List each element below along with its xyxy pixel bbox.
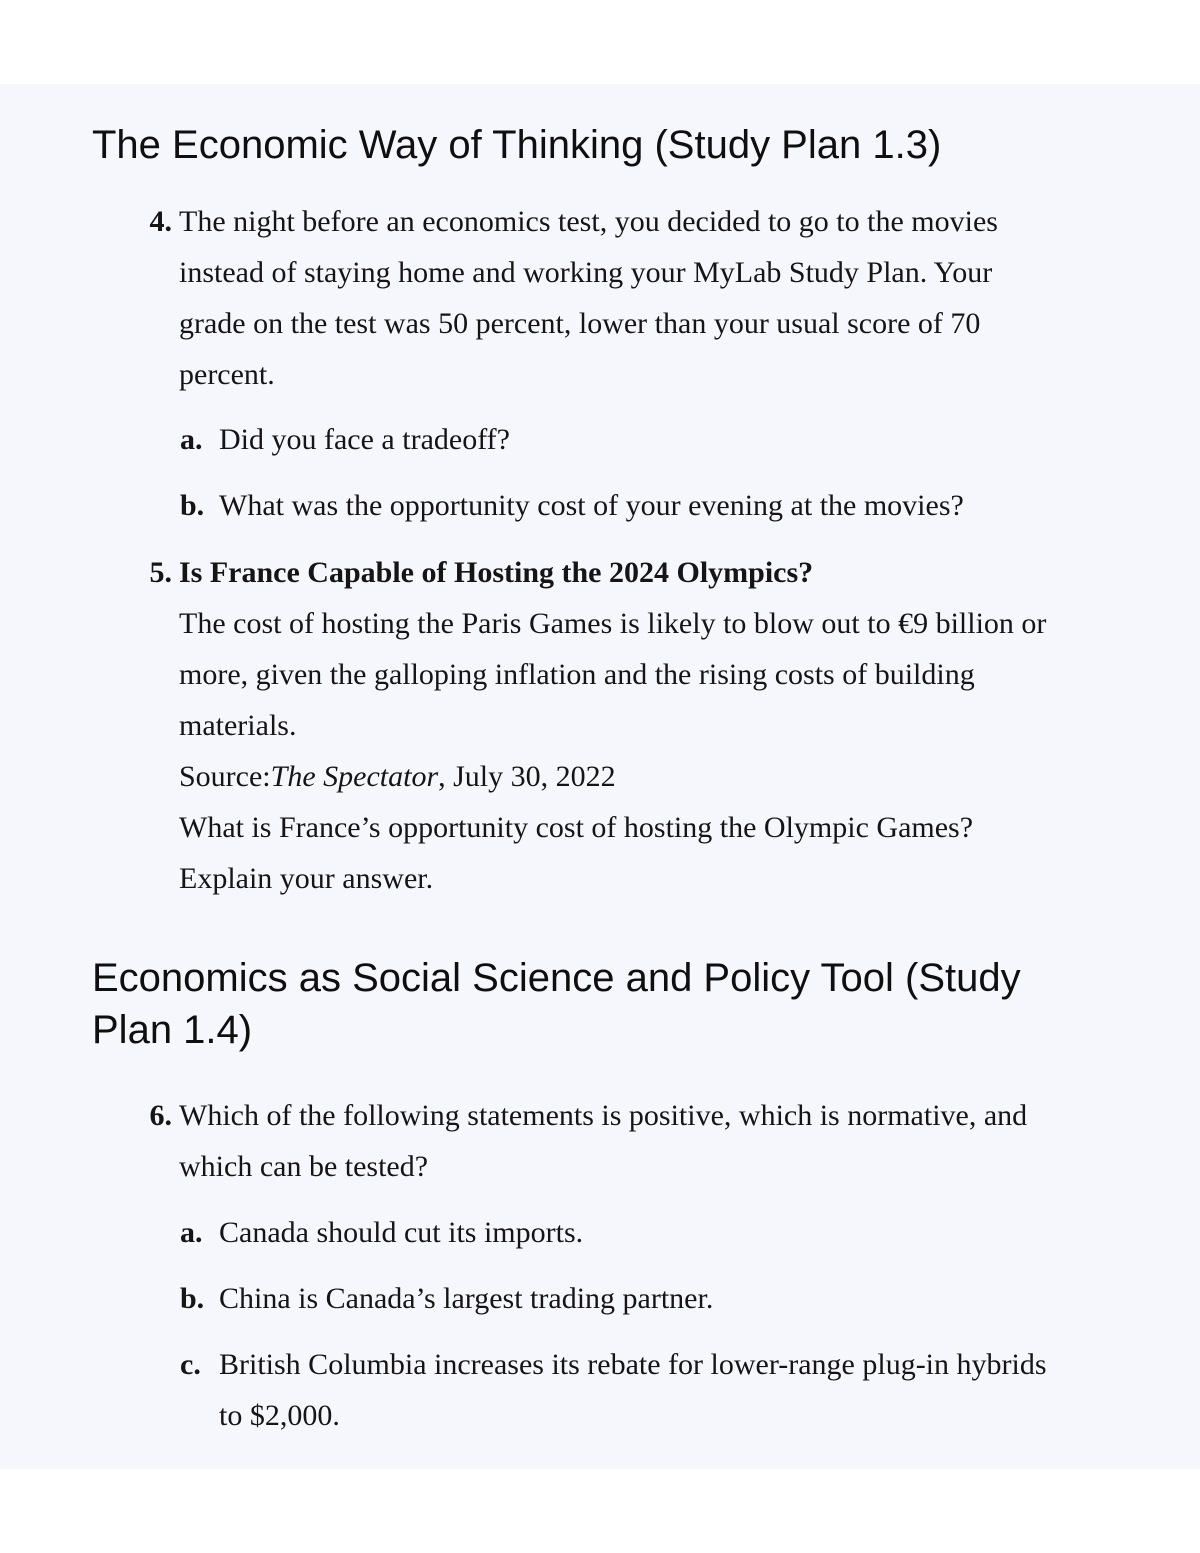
part-line: British Columbia increases its rebate for lower-range plug-in hybrids bbox=[219, 1348, 1047, 1381]
part-letter: a. bbox=[180, 423, 203, 456]
part-letter: b. bbox=[180, 489, 205, 522]
part-line: Canada should cut its imports. bbox=[219, 1216, 584, 1249]
question-text bbox=[179, 196, 998, 400]
question-line: Explain your answer. bbox=[179, 862, 434, 895]
question-text bbox=[179, 547, 1046, 904]
question-number: 5. bbox=[149, 556, 172, 589]
question-line: The night before an economics test, you decided to go to the movies bbox=[179, 205, 998, 238]
part-text bbox=[219, 1273, 713, 1324]
question-line: grade on the test was 50 percent, lower than your usual score of 70 bbox=[179, 307, 981, 340]
part-text bbox=[219, 1207, 583, 1258]
source-date: , July 30, 2022 bbox=[438, 760, 616, 793]
question-line: percent. bbox=[179, 358, 275, 391]
question-line: What is France’s opportunity cost of hosting the Olympic Games? bbox=[179, 811, 974, 844]
part-text bbox=[219, 1339, 1047, 1441]
question-line: Which of the following statements is positive, which is normative, and bbox=[179, 1099, 1028, 1132]
question-line: which can be tested? bbox=[179, 1150, 429, 1183]
quote-line: The cost of hosting the Paris Games is likely to blow out to €9 billion or bbox=[179, 607, 1047, 640]
part-line: Did you face a tradeoff? bbox=[219, 423, 510, 456]
question-line: instead of staying home and working your MyLab Study Plan. Your bbox=[179, 256, 993, 289]
question-heading: Is France Capable of Hosting the 2024 Olympics? bbox=[179, 556, 814, 589]
section-title-line: Economics as Social Science and Policy Tool (Study bbox=[92, 956, 1021, 1000]
part-line: to $2,000. bbox=[219, 1399, 340, 1432]
section-title-line: The Economic Way of Thinking (Study Plan 1.3) bbox=[92, 123, 942, 167]
part-letter: b. bbox=[180, 1282, 205, 1315]
quote-line: materials. bbox=[179, 709, 297, 742]
part-letter: c. bbox=[180, 1348, 201, 1381]
question-number: 6. bbox=[149, 1099, 172, 1132]
source-prefix: Source: bbox=[179, 760, 271, 793]
source-publication: The Spectator bbox=[270, 760, 439, 793]
section-title-study-plan-1-4 bbox=[92, 952, 1021, 1056]
question-text bbox=[179, 1090, 1027, 1192]
question-number: 4. bbox=[149, 205, 172, 238]
section-title-study-plan-1-3 bbox=[92, 119, 941, 171]
part-line: What was the opportunity cost of your evening at the movies? bbox=[219, 489, 964, 522]
part-text bbox=[219, 480, 964, 531]
part-line: China is Canada’s largest trading partner. bbox=[219, 1282, 714, 1315]
quote-line: more, given the galloping inflation and the rising costs of building bbox=[179, 658, 975, 691]
source-citation bbox=[179, 751, 1046, 802]
part-letter: a. bbox=[180, 1216, 203, 1249]
section-title-line: Plan 1.4) bbox=[92, 1008, 253, 1052]
part-text bbox=[219, 414, 510, 465]
